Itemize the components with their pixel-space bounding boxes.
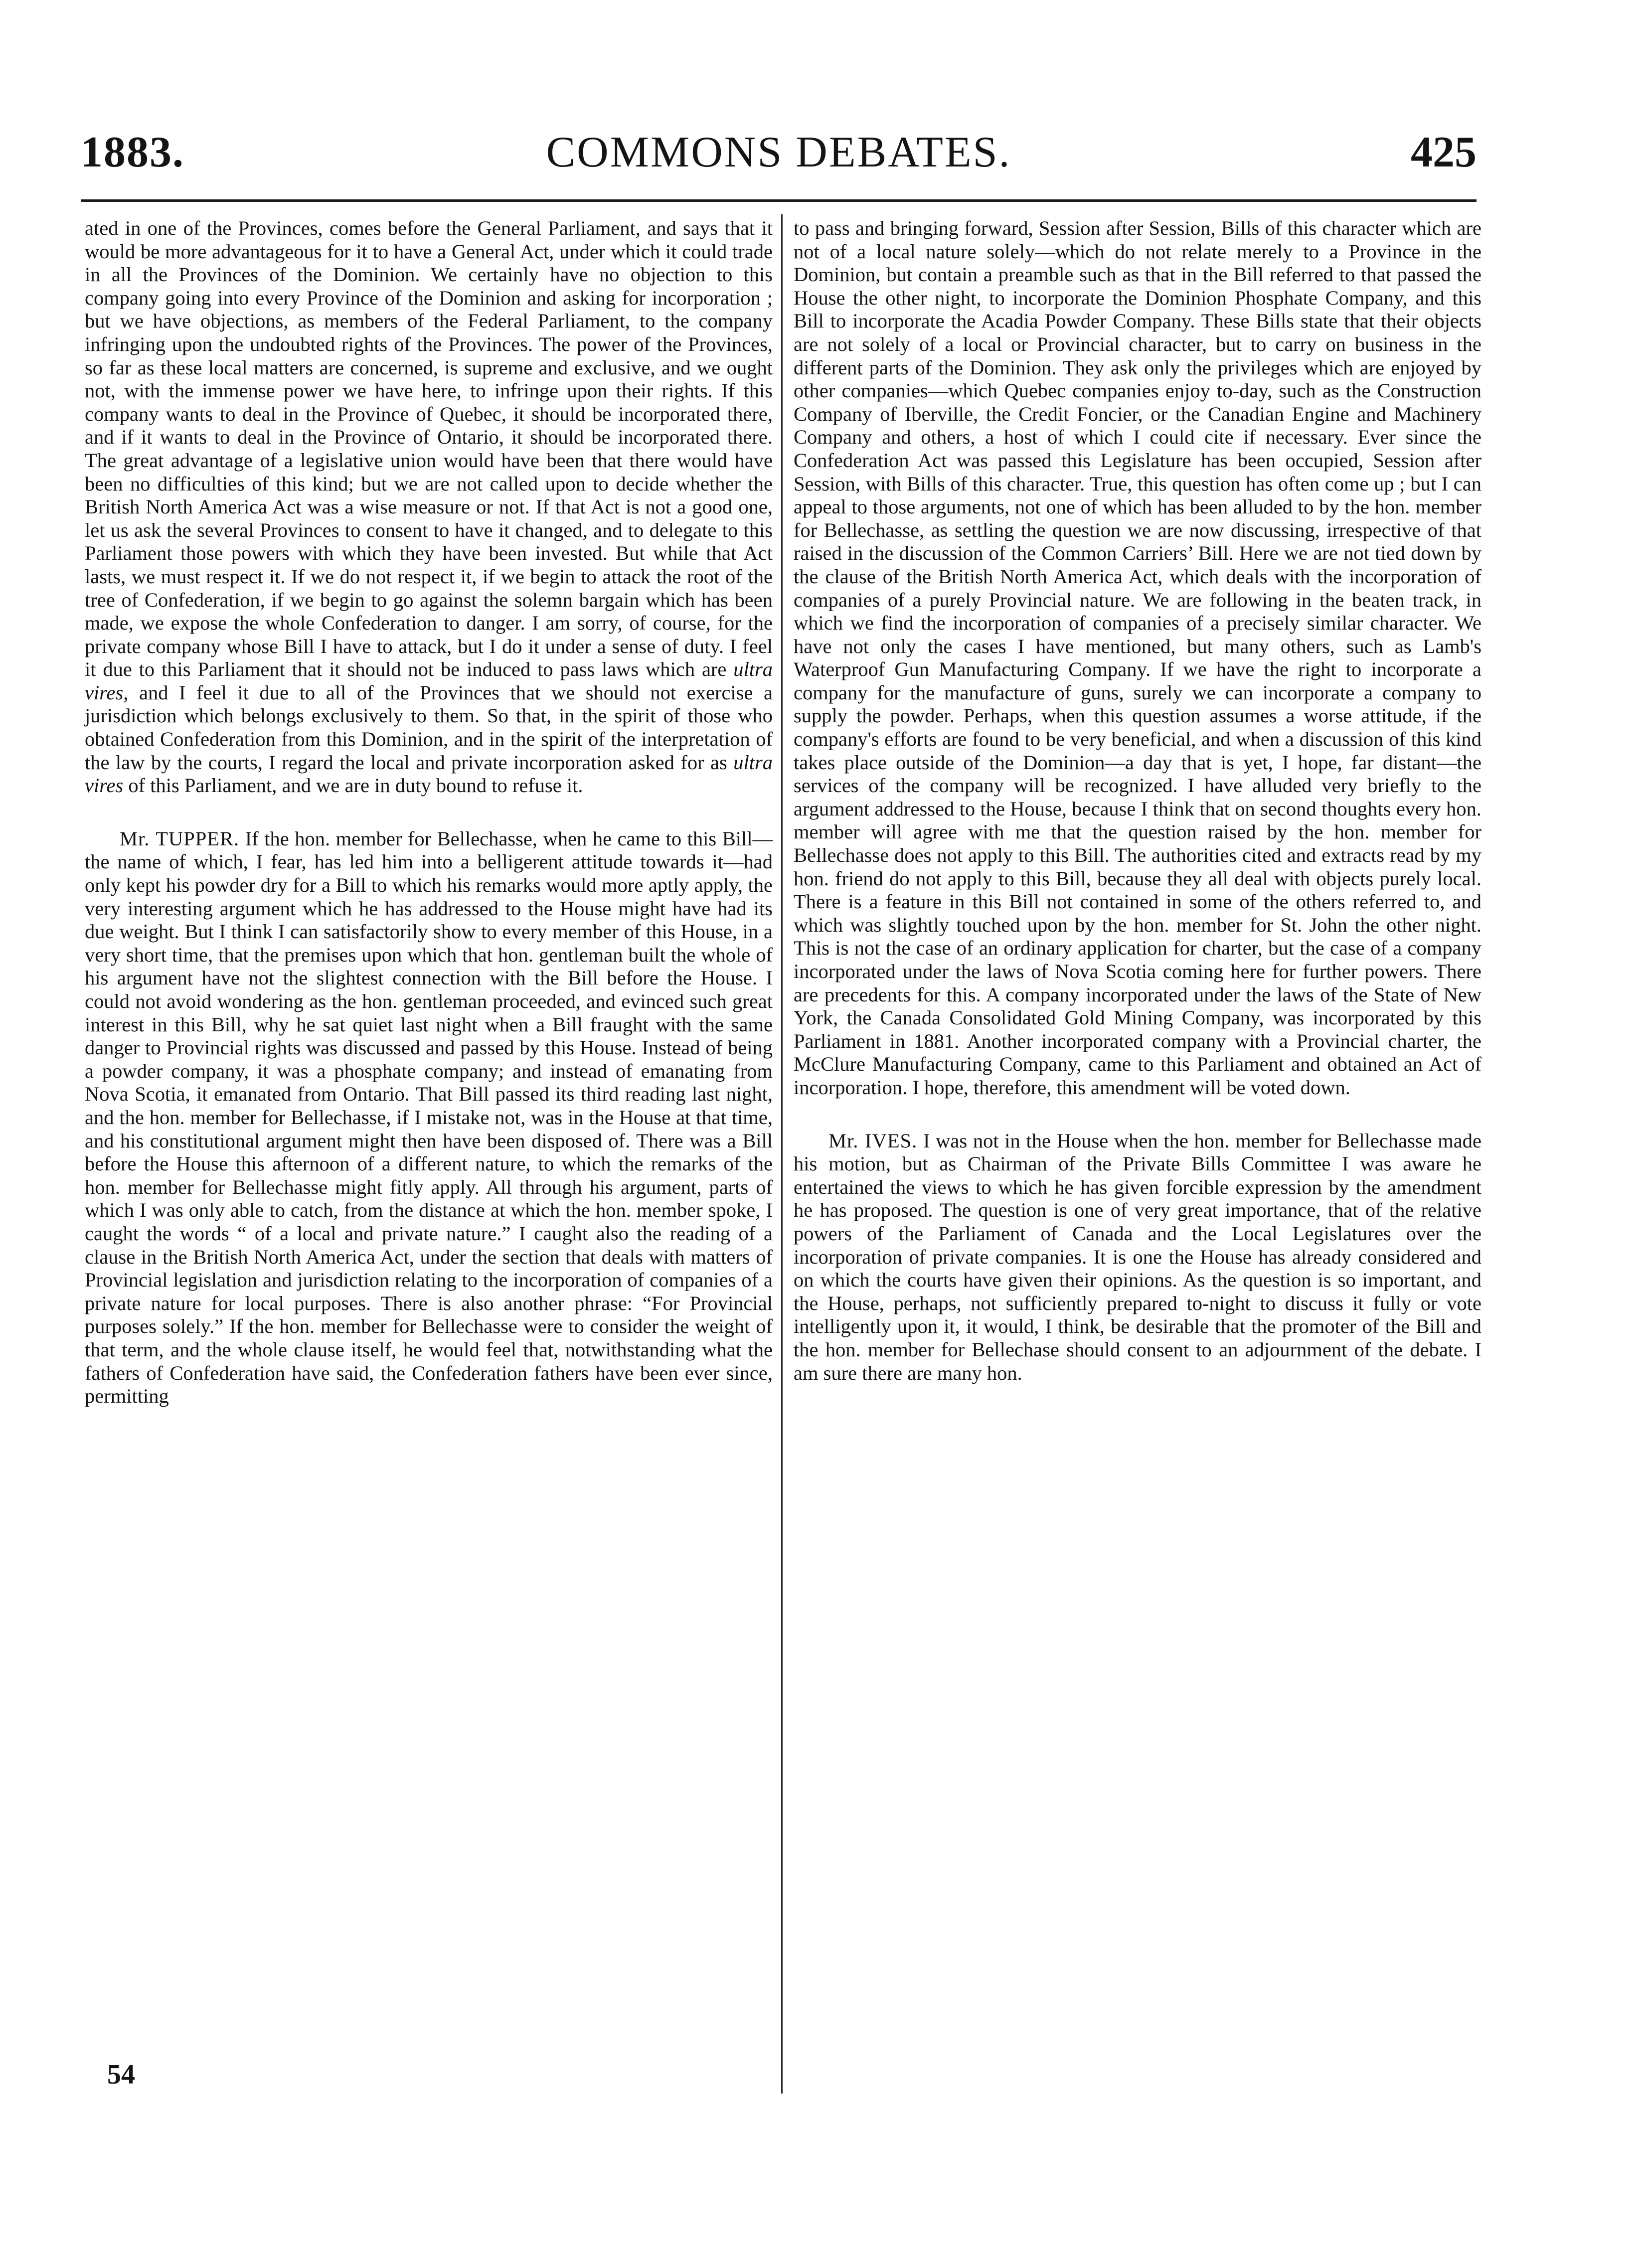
left-p1-end: of this Parliament, and we are in duty bound to refuse it. xyxy=(128,774,583,797)
left-p1-italic: ultra vires, xyxy=(85,658,773,704)
header-rule xyxy=(81,199,1477,202)
right-column xyxy=(794,217,1481,1385)
left-p1-italic-2: ultra vires xyxy=(85,751,773,797)
right-paragraph-1 xyxy=(794,217,1481,1100)
right-paragraph-2 xyxy=(794,1130,1481,1385)
right-p2-text: I was not in the House when the hon. member for Bellechasse made his motion, but as Chairman of the Private Bills Committee I was aware he entertained the views to which he has given forcible expression by the amendment he has proposed. The question is one of very great importance, that of the relative powers of the Parliament of Canada and the Local Legislatures over the incorporation of private companies. It is one the House has already considered and on which the courts have given their opinions. As the question is so important, and the House, perhaps, not sufficiently prepared to-night to discuss it fully or vote intelligently upon it, it would, I think, be desirable that the promoter of the Bill and the hon. member for Bellechase should consent to an adjournment of the debate. I am sure there are many hon. xyxy=(794,1129,1482,1384)
page-header xyxy=(81,127,1477,192)
left-p1-cont: and I feel it due to all of the Provinces that we should not exercise a jurisdiction which belongs exclusively to them. So that, in the spirit of those who obtained Confederation from this Dominion, and in the spirit of the interpretation of the law by the courts, I regard the local and private incorporation asked for as xyxy=(85,681,773,774)
left-paragraph-2 xyxy=(85,827,773,1408)
left-column xyxy=(85,217,773,1408)
header-year: 1883. xyxy=(81,128,184,176)
header-title: COMMONS DEBATES. xyxy=(546,128,1011,176)
signature-mark: 54 xyxy=(107,2059,135,2090)
left-paragraph-1 xyxy=(85,217,773,798)
speaker-tupper: Mr. TUPPER. xyxy=(120,827,240,850)
left-p2-text: If the hon. member for Bellechasse, when he came to this Bill—the name of which, I fear, has led him into a belligerent attitude towards it—had only kept his powder dry for a Bill to which his remarks would more aptly apply, the very interesting argument which he has addressed to the House might have had its due weight. But I think I can satisfactorily show to every member of this House, in a very short time, that the premises upon which that hon. gentleman built the whole of his argument have not the slightest connection with the Bill before the House. I could not avoid wondering as the hon. gentleman proceeded, and evinced such great interest in this Bill, why he sat quiet last night when a Bill fraught with the same danger to Provincial rights was discussed and passed by this House. Instead of being a powder company, it was a phosphate company; and instead of emanating from Nova Scotia, it emanated from Ontario. That Bill passed its third reading last night, and the hon. member for Bellechasse, if I mistake not, was in the House at that time, and his constitutional argument might then have been disposed of. There was a Bill before the House this afternoon of a different nature, to which the remarks of the hon. member for Bellechasse might fitly apply. All through his argument, parts of which I was only able to catch, from the distance at which the hon. member spoke, I caught the words “ of a local and private nature.” I caught also the reading of a clause in the British North America Act, under the section that deals with matters of Provincial legislation and jurisdiction relating to the incorporation of companies of a private nature for local purposes. There is also another phrase: “For Provincial purposes solely.” If the hon. member for Bellechasse were to consider the weight of that term, and the whole clause itself, he would feel that, notwithstanding what the fathers of Confederation have said, the Confederation fathers have been ever since, permitting xyxy=(85,827,773,1408)
left-p1-text: ated in one of the Provinces, comes before the General Parliament, and says that it would be more advantageous for it to have a General Act, under which it could trade in all the Provinces of the Dominion. We certainly have no objection to this company going into every Province of the Dominion and asking for incorporation ; but we have objections, as members of the Federal Parliament, to the company infringing upon the undoubted rights of the Provinces. The power of the Provinces, so far as these local matters are concerned, is supreme and exclusive, and we ought not, with the immense power we have here, to infringe upon their rights. If this company wants to deal in the Province of Quebec, it should be incorporated there, and if it wants to deal in the Province of Ontario, it should be incorporated there. The great advantage of a legislative union would have been that there would have been no difficulties of this kind; but we are not called upon to decide whether the British North America Act was a wise measure or not. If that Act is not a good one, let us ask the several Provinces to consent to have it changed, and to delegate to this Parliament those powers with which they have been invested. But while that Act lasts, we must respect it. If we do not respect it, if we begin to attack the root of the tree of Confederation, if we begin to go against the solemn bargain which has been made, we expose the whole Confederation to danger. I am sorry, of course, for the private company whose Bill I have to attack, but I do it under a sense of duty. I feel it due to this Parliament that it should not be induced to pass laws which are xyxy=(85,217,773,681)
speaker-ives: Mr. IVES. xyxy=(828,1129,918,1152)
column-divider xyxy=(781,214,783,2094)
right-p1-text: to pass and bringing forward, Session after Session, Bills of this character which are not of a local nature solely—which do not relate merely to a Province in the Dominion, but contain a preamble such as that in the Bill referred to that passed the House the other night, to incorporate the Dominion Phosphate Company, and this Bill to incorporate the Acadia Powder Company. These Bills state that their objects are not solely of a local or Provincial character, but to carry on business in the different parts of the Dominion. They ask only the privileges which are enjoyed by other companies—which Quebec companies enjoy to-day, such as the Construction Company of Iberville, the Credit Foncier, or the Canadian Engine and Machinery Company and others, a host of which I could cite if necessary. Ever since the Confederation Act was passed this Legislature has been occupied, Session after Session, with Bills of this character. True, this question has often come up ; but I can appeal to those arguments, not one of which has been alluded to by the hon. member for Bellechasse, as settling the question we are now discussing, irrespective of that raised in the discussion of the Common Carriers’ Bill. Here we are not tied down by the clause of the British North America Act, which deals with the incorporation of companies of a purely Provincial nature. We are following in the beaten track, in which we find the incorporation of companies of a precisely similar character. We have not only the cases I have mentioned, but many others, such as Lamb's Waterproof Gun Manufacturing Company. If we have the right to incorporate a company for the manufacture of guns, surely we can incorporate a company to supply the powder. Perhaps, when this question assumes a worse attitude, if the company's efforts are found to be very beneficial, and when a discussion of this kind takes place outside of the Dominion—a day that is yet, I hope, far distant—the services of the company will be recognized. I have alluded very briefly to the argument addressed to the House, because I think that on second thoughts every hon. member will agree with me that the question raised by the hon. member for Bellechasse does not apply to this Bill. The authorities cited and extracts read by my hon. friend do not apply to this Bill, because they all deal with objects purely local. There is a feature in this Bill not contained in some of the others referred to, and which was slightly touched upon by the hon. member for St. John the other night. This is not the case of an ordinary application for charter, but the case of a company incorporated under the laws of Nova Scotia coming here for further powers. There are precedents for this. A company incorporated under the laws of the State of New York, the Canada Consolidated Gold Mining Company, was incorporated by this Parliament in 1881. Another incorporated company with a Provincial charter, the McClure Manufacturing Company, came to this Parliament and obtained an Act of incorporation. I hope, therefore, this amendment will be voted down. xyxy=(794,217,1481,1099)
header-page-number: 425 xyxy=(1411,128,1477,176)
